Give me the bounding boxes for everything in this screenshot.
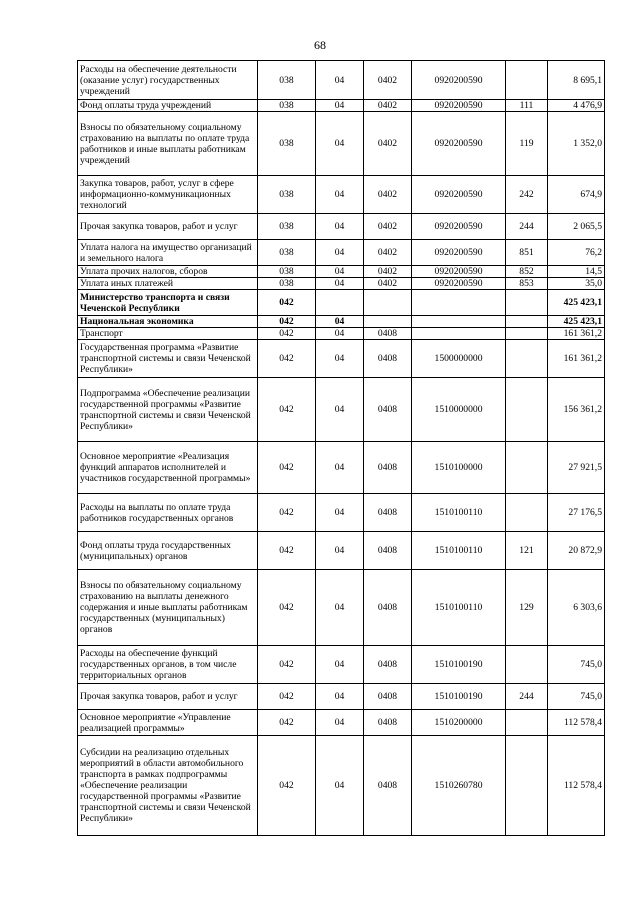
target-article-cell bbox=[412, 328, 506, 340]
expense-type-cell bbox=[506, 646, 548, 684]
table-row bbox=[78, 240, 605, 266]
section-code-cell: 04 bbox=[316, 378, 364, 442]
ministry-code-cell: 038 bbox=[258, 112, 316, 176]
subsection-code-cell: 0402 bbox=[364, 266, 412, 278]
ministry-code-cell: 042 bbox=[258, 290, 316, 316]
subsection-code-cell: 0408 bbox=[364, 532, 412, 570]
section-code-cell: 04 bbox=[316, 532, 364, 570]
sum-cell: 425 423,1 bbox=[548, 316, 605, 328]
ministry-code-cell: 042 bbox=[258, 340, 316, 378]
subsection-code-cell: 0408 bbox=[364, 646, 412, 684]
sum-cell: 2 065,5 bbox=[548, 214, 605, 240]
page-number: 68 bbox=[314, 38, 326, 52]
sum-cell: 4 476,9 bbox=[548, 100, 605, 112]
item-name-cell: Фонд оплаты труда государственных (муниципальных) органов bbox=[78, 532, 258, 570]
ministry-code-cell: 038 bbox=[258, 100, 316, 112]
sum-cell: 8 695,1 bbox=[548, 61, 605, 100]
section-code-cell: 04 bbox=[316, 684, 364, 710]
ministry-code-cell: 038 bbox=[258, 278, 316, 290]
table-row bbox=[78, 176, 605, 214]
table-row bbox=[78, 442, 605, 494]
table-row bbox=[78, 328, 605, 340]
table-row bbox=[78, 112, 605, 176]
subsection-code-cell: 0408 bbox=[364, 570, 412, 646]
item-name-cell: Основное мероприятие «Реализация функций аппаратов исполнителей и участников государственной программы» bbox=[78, 442, 258, 494]
section-code-cell: 04 bbox=[316, 328, 364, 340]
subsection-code-cell bbox=[364, 290, 412, 316]
item-name-cell: Уплата прочих налогов, сборов bbox=[78, 266, 258, 278]
section-code-cell: 04 bbox=[316, 266, 364, 278]
expense-type-cell: 852 bbox=[506, 266, 548, 278]
item-name-cell: Закупка товаров, работ, услуг в сфере информационно-коммуникационных технологий bbox=[78, 176, 258, 214]
section-code-cell: 04 bbox=[316, 442, 364, 494]
item-name-cell: Уплата иных платежей bbox=[78, 278, 258, 290]
sum-cell: 76,2 bbox=[548, 240, 605, 266]
section-code-cell: 04 bbox=[316, 710, 364, 736]
item-name-cell: Национальная экономика bbox=[78, 316, 258, 328]
expense-type-cell: 853 bbox=[506, 278, 548, 290]
ministry-code-cell: 038 bbox=[258, 176, 316, 214]
expense-type-cell: 244 bbox=[506, 684, 548, 710]
sum-cell: 674,9 bbox=[548, 176, 605, 214]
expense-type-cell bbox=[506, 290, 548, 316]
expense-type-cell: 119 bbox=[506, 112, 548, 176]
item-name-cell: Фонд оплаты труда учреждений bbox=[78, 100, 258, 112]
sum-cell: 27 176,5 bbox=[548, 494, 605, 532]
item-name-cell: Взносы по обязательному социальному страхованию на выплаты по оплате труда работников и иные выплаты работникам учреждений bbox=[78, 112, 258, 176]
target-article-cell: 1510100190 bbox=[412, 684, 506, 710]
section-code-cell: 04 bbox=[316, 278, 364, 290]
expense-type-cell bbox=[506, 328, 548, 340]
item-name-cell: Расходы на выплаты по оплате труда работников государственных органов bbox=[78, 494, 258, 532]
target-article-cell: 0920200590 bbox=[412, 278, 506, 290]
section-code-cell: 04 bbox=[316, 736, 364, 836]
table-row bbox=[78, 646, 605, 684]
subsection-code-cell: 0408 bbox=[364, 710, 412, 736]
sum-cell: 27 921,5 bbox=[548, 442, 605, 494]
table-row bbox=[78, 340, 605, 378]
table-row bbox=[78, 278, 605, 290]
sum-cell: 112 578,4 bbox=[548, 710, 605, 736]
table-row bbox=[78, 532, 605, 570]
subsection-code-cell bbox=[364, 316, 412, 328]
table-row bbox=[78, 61, 605, 100]
target-article-cell bbox=[412, 290, 506, 316]
target-article-cell: 1510100190 bbox=[412, 646, 506, 684]
subsection-code-cell: 0408 bbox=[364, 442, 412, 494]
table-row bbox=[78, 736, 605, 836]
item-name-cell: Подпрограмма «Обеспечение реализации государственной программы «Развитие транспортной системы и связи Чеченской Республики» bbox=[78, 378, 258, 442]
subsection-code-cell: 0408 bbox=[364, 494, 412, 532]
sum-cell: 156 361,2 bbox=[548, 378, 605, 442]
section-code-cell: 04 bbox=[316, 112, 364, 176]
sum-cell: 745,0 bbox=[548, 646, 605, 684]
ministry-code-cell: 042 bbox=[258, 570, 316, 646]
expense-type-cell bbox=[506, 61, 548, 100]
section-code-cell bbox=[316, 290, 364, 316]
expense-type-cell bbox=[506, 710, 548, 736]
subsection-code-cell: 0402 bbox=[364, 240, 412, 266]
ministry-code-cell: 038 bbox=[258, 240, 316, 266]
item-name-cell: Расходы на обеспечение функций государственных органов, в том числе территориальных органов bbox=[78, 646, 258, 684]
table-row bbox=[78, 684, 605, 710]
target-article-cell: 0920200590 bbox=[412, 266, 506, 278]
sum-cell: 6 303,6 bbox=[548, 570, 605, 646]
table-row bbox=[78, 570, 605, 646]
subsection-code-cell: 0408 bbox=[364, 684, 412, 710]
target-article-cell: 0920200590 bbox=[412, 214, 506, 240]
target-article-cell: 0920200590 bbox=[412, 112, 506, 176]
target-article-cell bbox=[412, 316, 506, 328]
target-article-cell: 1510100110 bbox=[412, 570, 506, 646]
ministry-code-cell: 038 bbox=[258, 61, 316, 100]
table-row bbox=[78, 214, 605, 240]
ministry-code-cell: 042 bbox=[258, 646, 316, 684]
sum-cell: 1 352,0 bbox=[548, 112, 605, 176]
sum-cell: 161 361,2 bbox=[548, 328, 605, 340]
subsection-code-cell: 0408 bbox=[364, 736, 412, 836]
table-row bbox=[78, 710, 605, 736]
expense-type-cell bbox=[506, 316, 548, 328]
subsection-code-cell: 0408 bbox=[364, 378, 412, 442]
section-code-cell: 04 bbox=[316, 214, 364, 240]
expense-type-cell bbox=[506, 736, 548, 836]
sum-cell: 425 423,1 bbox=[548, 290, 605, 316]
item-name-cell: Прочая закупка товаров, работ и услуг bbox=[78, 214, 258, 240]
ministry-code-cell: 042 bbox=[258, 442, 316, 494]
expense-type-cell bbox=[506, 378, 548, 442]
sum-cell: 14,5 bbox=[548, 266, 605, 278]
item-name-cell: Государственная программа «Развитие транспортной системы и связи Чеченской Республики» bbox=[78, 340, 258, 378]
target-article-cell: 1510100110 bbox=[412, 494, 506, 532]
item-name-cell: Взносы по обязательному социальному страхованию на выплаты денежного содержания и иные выплаты работникам государственных (муниципальных) органов bbox=[78, 570, 258, 646]
expense-type-cell bbox=[506, 340, 548, 378]
item-name-cell: Основное мероприятие «Управление реализацией программы» bbox=[78, 710, 258, 736]
expense-type-cell bbox=[506, 442, 548, 494]
target-article-cell: 1510000000 bbox=[412, 378, 506, 442]
subsection-code-cell: 0402 bbox=[364, 61, 412, 100]
section-code-cell: 04 bbox=[316, 61, 364, 100]
target-article-cell: 1510100110 bbox=[412, 532, 506, 570]
target-article-cell: 0920200590 bbox=[412, 61, 506, 100]
table-row bbox=[78, 494, 605, 532]
section-code-cell: 04 bbox=[316, 316, 364, 328]
expense-type-cell: 111 bbox=[506, 100, 548, 112]
subsection-code-cell: 0402 bbox=[364, 112, 412, 176]
expense-type-cell bbox=[506, 494, 548, 532]
expense-type-cell: 129 bbox=[506, 570, 548, 646]
item-name-cell: Уплата налога на имущество организаций и земельного налога bbox=[78, 240, 258, 266]
expense-type-cell: 242 bbox=[506, 176, 548, 214]
table-row bbox=[78, 290, 605, 316]
expense-type-cell: 851 bbox=[506, 240, 548, 266]
ministry-code-cell: 042 bbox=[258, 684, 316, 710]
sum-cell: 745,0 bbox=[548, 684, 605, 710]
target-article-cell: 1510260780 bbox=[412, 736, 506, 836]
subsection-code-cell: 0408 bbox=[364, 328, 412, 340]
ministry-code-cell: 038 bbox=[258, 214, 316, 240]
sum-cell: 161 361,2 bbox=[548, 340, 605, 378]
target-article-cell: 0920200590 bbox=[412, 100, 506, 112]
section-code-cell: 04 bbox=[316, 494, 364, 532]
sum-cell: 112 578,4 bbox=[548, 736, 605, 836]
item-name-cell: Прочая закупка товаров, работ и услуг bbox=[78, 684, 258, 710]
sum-cell: 35,0 bbox=[548, 278, 605, 290]
ministry-code-cell: 038 bbox=[258, 266, 316, 278]
expense-type-cell: 244 bbox=[506, 214, 548, 240]
item-name-cell: Субсидии на реализацию отдельных мероприятий в области автомобильного транспорта в рамках подпрограммы «Обеспечение реализации государственной программы «Развитие транспортной системы и связи Чеченской Республики» bbox=[78, 736, 258, 836]
target-article-cell: 1500000000 bbox=[412, 340, 506, 378]
section-code-cell: 04 bbox=[316, 570, 364, 646]
target-article-cell: 1510200000 bbox=[412, 710, 506, 736]
ministry-code-cell: 042 bbox=[258, 736, 316, 836]
table-row bbox=[78, 316, 605, 328]
ministry-code-cell: 042 bbox=[258, 378, 316, 442]
section-code-cell: 04 bbox=[316, 340, 364, 378]
table-row bbox=[78, 100, 605, 112]
ministry-code-cell: 042 bbox=[258, 494, 316, 532]
ministry-code-cell: 042 bbox=[258, 710, 316, 736]
item-name-cell: Транспорт bbox=[78, 328, 258, 340]
item-name-cell: Расходы на обеспечение деятельности (оказание услуг) государственных учреждений bbox=[78, 61, 258, 100]
budget-table bbox=[77, 60, 605, 836]
ministry-code-cell: 042 bbox=[258, 532, 316, 570]
table-row bbox=[78, 378, 605, 442]
target-article-cell: 0920200590 bbox=[412, 240, 506, 266]
table-row bbox=[78, 266, 605, 278]
subsection-code-cell: 0402 bbox=[364, 278, 412, 290]
item-name-cell: Министерство транспорта и связи Чеченской Республики bbox=[78, 290, 258, 316]
target-article-cell: 0920200590 bbox=[412, 176, 506, 214]
subsection-code-cell: 0402 bbox=[364, 100, 412, 112]
ministry-code-cell: 042 bbox=[258, 328, 316, 340]
subsection-code-cell: 0402 bbox=[364, 214, 412, 240]
sum-cell: 20 872,9 bbox=[548, 532, 605, 570]
budget-table-body bbox=[78, 61, 605, 836]
subsection-code-cell: 0402 bbox=[364, 176, 412, 214]
section-code-cell: 04 bbox=[316, 176, 364, 214]
section-code-cell: 04 bbox=[316, 646, 364, 684]
target-article-cell: 1510100000 bbox=[412, 442, 506, 494]
section-code-cell: 04 bbox=[316, 100, 364, 112]
subsection-code-cell: 0408 bbox=[364, 340, 412, 378]
expense-type-cell: 121 bbox=[506, 532, 548, 570]
section-code-cell: 04 bbox=[316, 240, 364, 266]
ministry-code-cell: 042 bbox=[258, 316, 316, 328]
